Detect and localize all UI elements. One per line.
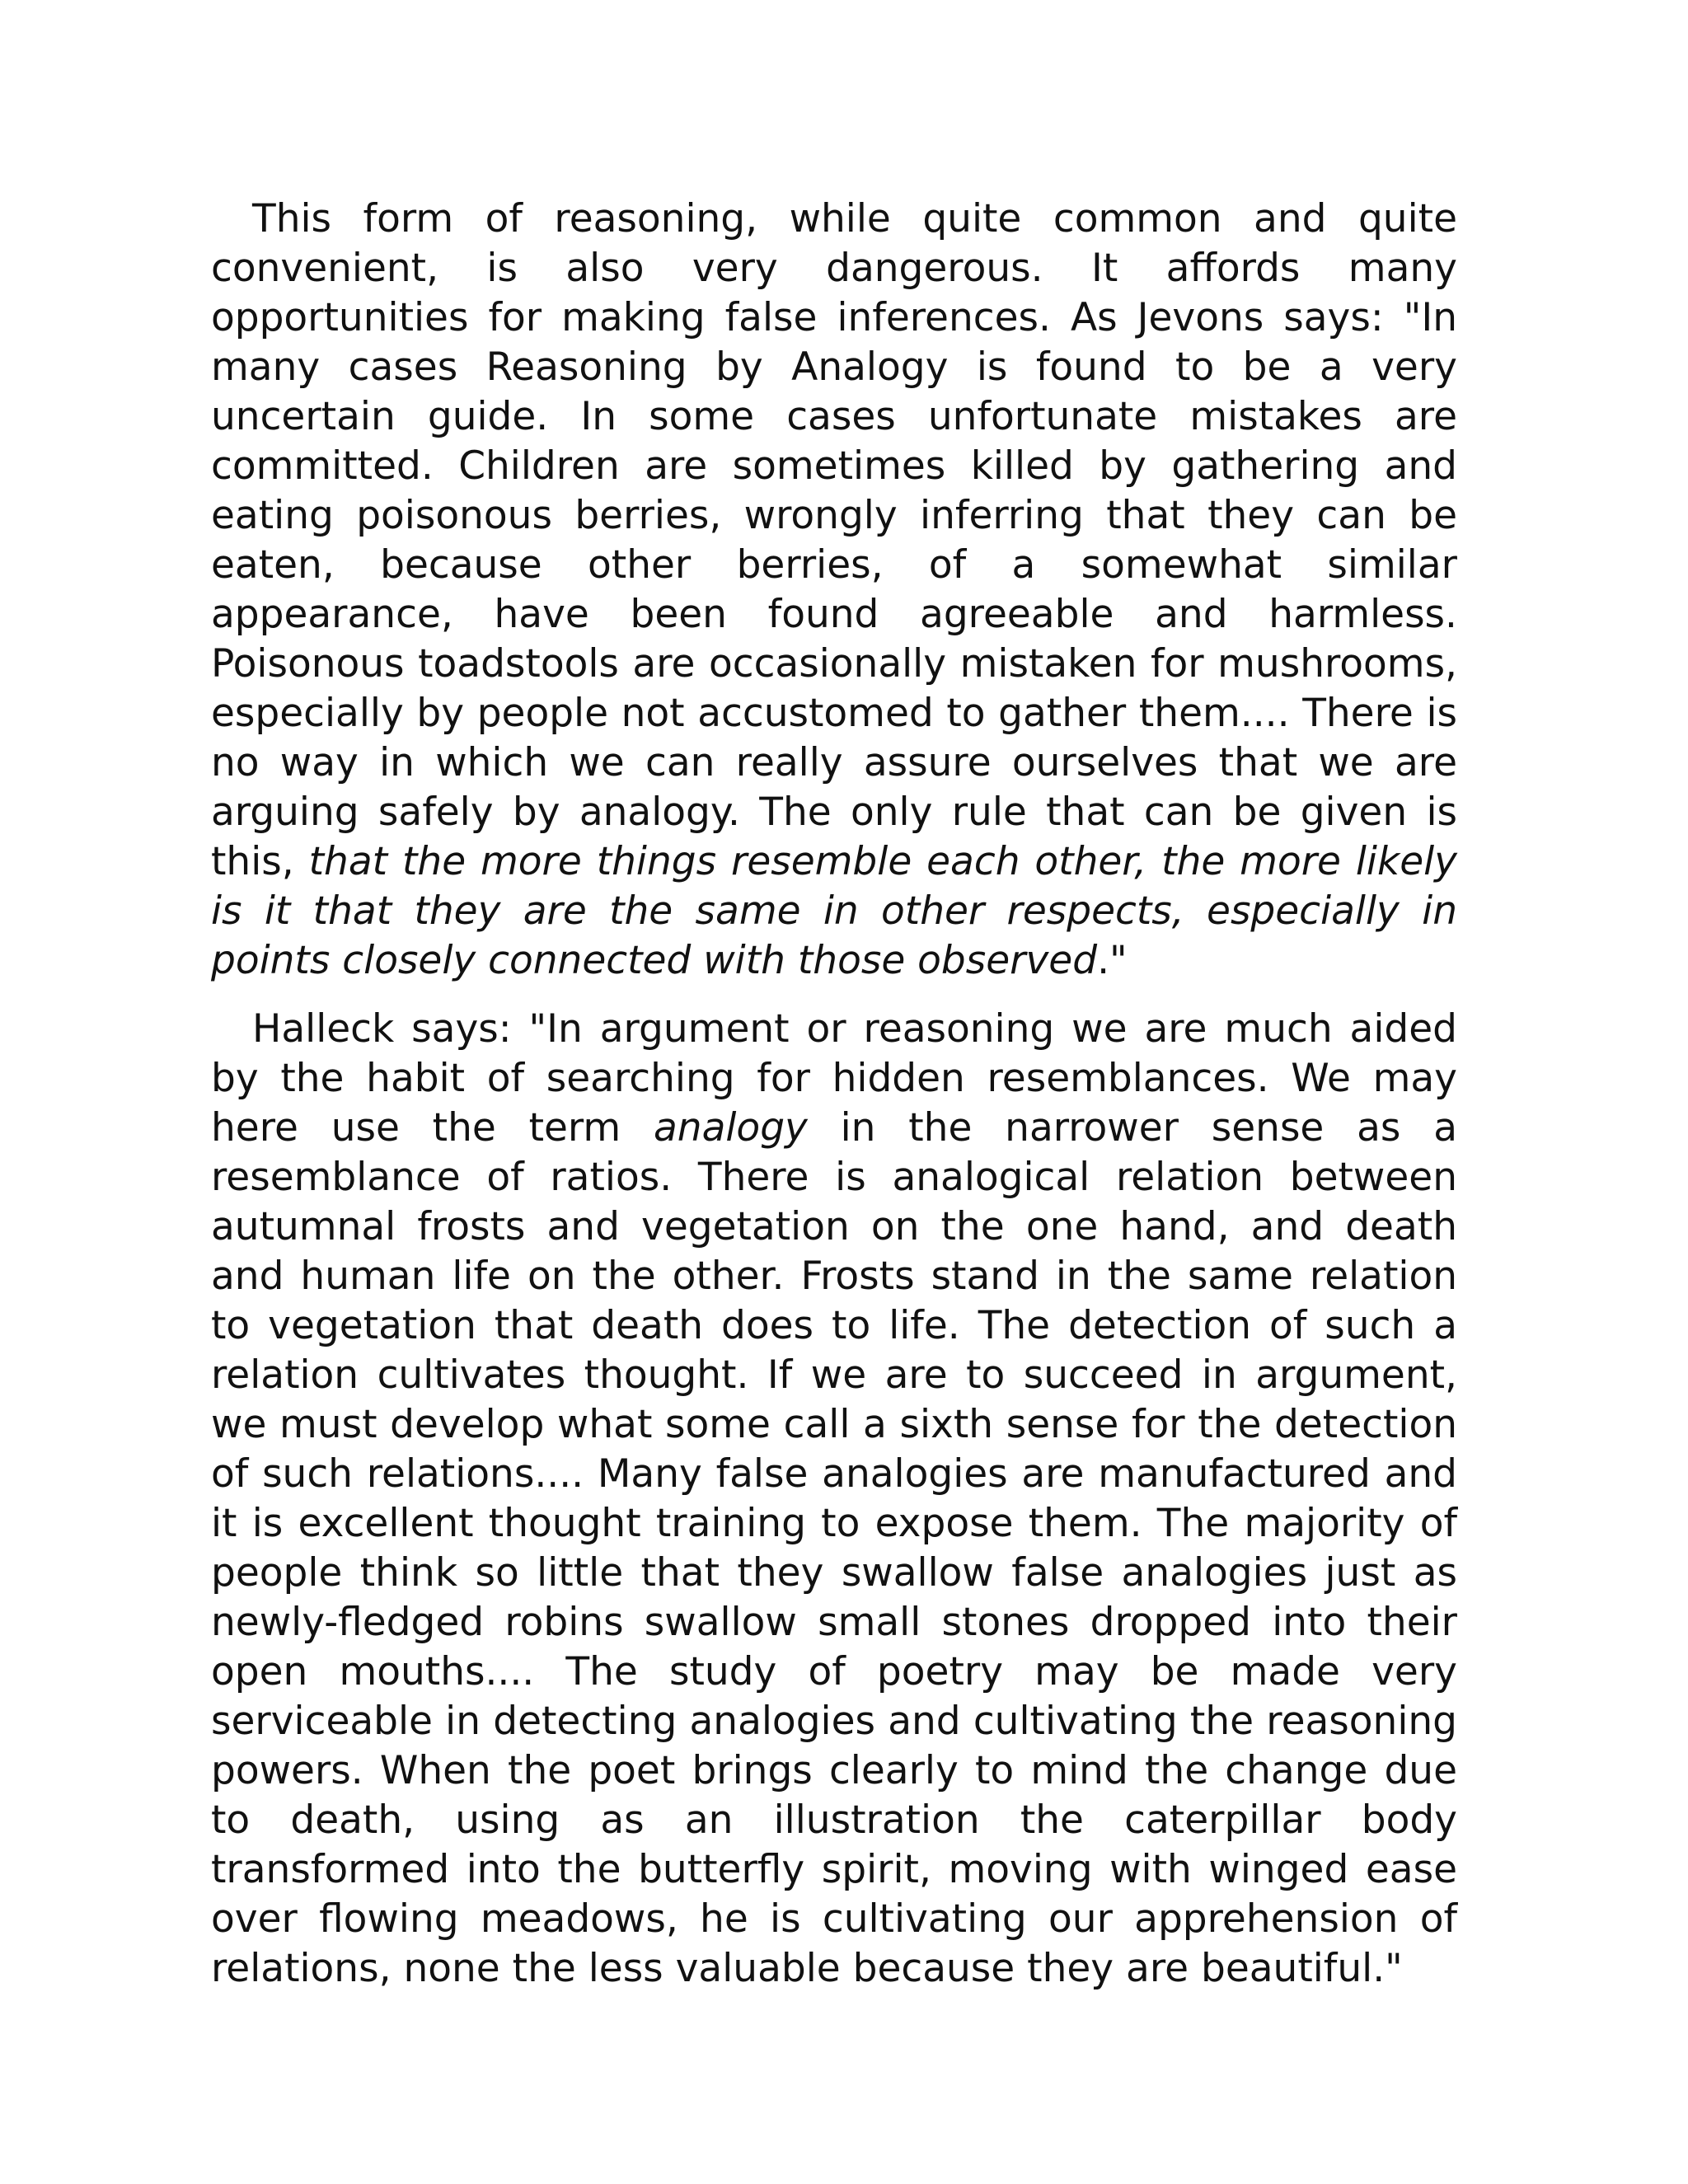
paragraph-text: This form of reasoning, while quite common and quite convenient, is also very dangerous. It affords many opportunities for making false inferences. As Jevons says: "In many cases Reasoning by Analogy is found to be a very uncertain guide. In some cases unfortunate mistakes are committed. Children are sometimes killed by gathering and eating poisonous berries, wrongly inferring that they can be eaten, because other berries, of a somewhat similar appearance, have been found agreeable and harmless. Poisonous toadstools are occasionally mistaken for mushrooms, especially by people not accustomed to gather them.... There is no way in which we can really assure ourselves that we are arguing safely by analogy. The only rule that can be given is this, <box>211 196 1457 884</box>
paragraph-text: Halleck says: "In argument or reasoning we are much aided by the habit of searching for hidden resemblances. We may here use the term <box>211 1006 1457 1151</box>
paragraph-jevons <box>211 194 1457 986</box>
page-body <box>211 194 1457 1994</box>
paragraph-text: in the narrower sense as a resemblance of ratios. There is analogical relation between autumnal frosts and vegetation on the one hand, and death and human life on the other. Frosts stand in the same relation to vegetation that death does to life. The detection of such a relation cultivates thought. If we are to succeed in argument, we must develop what some call a sixth sense for the detection of such relations.... Many false analogies are manufactured and it is excellent thought training to expose them. The majority of people think so little that they swallow false analogies just as newly-fledged robins swallow small stones dropped into their open mouths.... The study of poetry may be made very serviceable in detecting analogies and cultivating the reasoning powers. When the poet brings clearly to mind the change due to death, using as an illustration the caterpillar body transformed into the butterfly spirit, moving with winged ease over flowing meadows, he is cultivating our apprehension of relations, none the less valuable because they are beautiful." <box>211 1105 1457 1991</box>
italic-quote: that the more things resemble each other, the more likely is it that they are the same in other respects, especially in points closely connected with those observed <box>211 839 1457 983</box>
italic-term: analogy <box>653 1105 808 1151</box>
paragraph-text: ." <box>1097 938 1128 983</box>
paragraph-halleck <box>211 1005 1457 1994</box>
